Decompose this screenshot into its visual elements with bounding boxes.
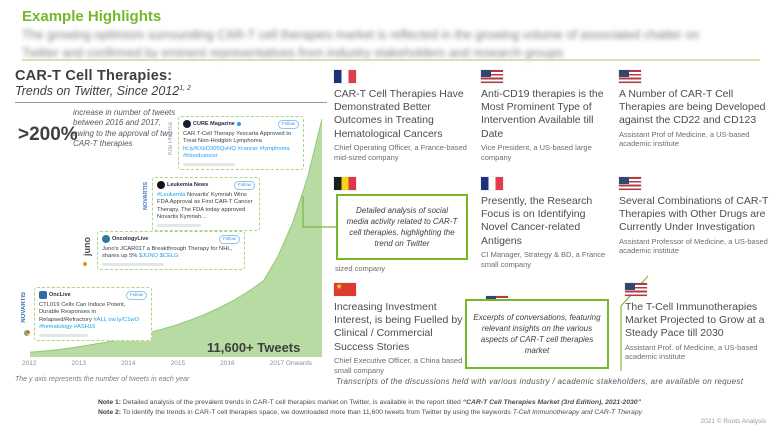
tweet-author: OncLive bbox=[49, 292, 71, 299]
quote-card bbox=[619, 177, 769, 256]
tweet-meta bbox=[183, 163, 235, 166]
tweet-card bbox=[152, 177, 260, 231]
x-axis-label: 2016 bbox=[220, 360, 235, 367]
tweet-card bbox=[34, 287, 152, 341]
tweet-author: Leukemia News bbox=[167, 182, 209, 189]
tweet-header bbox=[157, 181, 255, 190]
transcripts-note: Transcripts of the discussions held with various industry / academic stakeholders, are available on request bbox=[336, 377, 744, 386]
quote-title: The T-Cell Immunotherapies Market Projected to Grow at a Steady Pace till 2030 bbox=[625, 301, 765, 340]
tweet-avatar bbox=[183, 120, 191, 128]
flag-china-icon bbox=[334, 283, 356, 296]
flag-usa-icon bbox=[481, 70, 503, 83]
chart-title: CAR-T Cell Therapies: bbox=[15, 68, 173, 84]
search-keywords: T-Cell Immunotherapy and CAR-T Therapy bbox=[512, 409, 643, 417]
callout-text: Excerpts of conversations, featuring relevant insights on the various aspects of CAR-T cell therapies market bbox=[473, 312, 601, 356]
tweet-hashtag: #Leukemia bbox=[157, 191, 187, 198]
stat-description: increase in number of tweets between 2016 and 2017, owing to the approval of two CAR-T therapies bbox=[73, 108, 176, 149]
tweet-meta bbox=[102, 263, 164, 266]
tweet-header bbox=[39, 291, 147, 300]
follow-button: Follow bbox=[219, 235, 240, 244]
tweet-author: OncologyLive bbox=[112, 236, 149, 243]
quote-card bbox=[619, 70, 767, 149]
x-axis-labels bbox=[22, 360, 312, 367]
quote-title: Increasing Investment Interest, is being Fuelled by Clinical / Commercial Success Stories bbox=[334, 301, 463, 353]
tweet-body-text: Juno's JCAR017 a Breakthrough Therapy for NHL, shares up 5% bbox=[102, 245, 233, 260]
x-axis-label: 2013 bbox=[71, 360, 86, 367]
quote-card bbox=[334, 70, 470, 162]
tweet-text bbox=[183, 131, 299, 161]
footnote-1 bbox=[98, 398, 766, 408]
tweet-text bbox=[157, 192, 255, 222]
quote-attribution: CI Manager, Strategy & BD, a France small company bbox=[481, 249, 606, 269]
tweet-avatar bbox=[157, 181, 165, 189]
quote-title: Anti-CD19 therapies is the Most Prominent Type of Intervention Available till Date bbox=[481, 88, 604, 140]
tweet-avatar bbox=[102, 235, 110, 243]
tweet-header bbox=[183, 120, 299, 129]
chart-subtitle-text: Trends on Twitter, Since 2012 bbox=[15, 84, 180, 98]
intro-paragraph-blurred: The growing optimism surrounding CAR-T cell therapies market is reflected in the growing volume of associated chatter on Twitter and confirmed by eminent representatives from industry stakeholders and research groups bbox=[22, 28, 700, 60]
quote-attribution: Chief Executive Officer, a China based small company bbox=[334, 355, 463, 375]
tweet-links: ht.ly/KXkD305QvHQ #cancer #lymphoma #bloodcancer bbox=[183, 145, 290, 160]
brand-label-novartis: NOVARTIS bbox=[21, 292, 27, 323]
page-title: Example Highlights bbox=[22, 8, 162, 25]
flag-france-icon bbox=[481, 177, 503, 190]
left-panel-divider bbox=[15, 102, 327, 103]
novartis-logo-mark bbox=[24, 330, 30, 336]
quote-card bbox=[625, 283, 773, 362]
flag-usa-icon bbox=[619, 70, 641, 83]
tweet-text bbox=[102, 246, 240, 261]
tweet-meta bbox=[39, 334, 88, 337]
x-axis-label: 2014 bbox=[121, 360, 136, 367]
tweet-body-text: CAR T-Cell Therapy Yescarta Approved to Treat Non-Hodgkin Lymphoma bbox=[183, 130, 292, 145]
quote-attribution: Vice President, a US-based large company bbox=[481, 142, 592, 162]
quote-attribution: Assistant Prof. of Medicine, a US-based academic institute bbox=[625, 342, 758, 362]
stat-value: >200% bbox=[18, 124, 78, 145]
flag-usa-icon bbox=[619, 177, 641, 190]
x-axis-label: 2012 bbox=[22, 360, 37, 367]
callout-text: Detailed analysis of social media activity related to CAR-T cell therapies, highlighting the trend on Twitter bbox=[346, 205, 458, 249]
quote-attribution: Assistant Prof of Medicine, a US-based academic institute bbox=[619, 129, 750, 149]
brand-label-kite-pharma: Kite Pharma bbox=[168, 122, 174, 156]
callout-detailed-analysis bbox=[336, 194, 468, 260]
juno-logo-dot bbox=[83, 262, 87, 266]
tweet-links: $JUNO $CELG bbox=[139, 253, 179, 260]
tweet-card bbox=[178, 116, 304, 170]
tweet-header bbox=[102, 235, 240, 244]
footnote-2 bbox=[98, 408, 766, 418]
tweet-body-text: Novartis' Kymriah Wins FDA Approval as First CAR-T Cancer Therapy. The FDA today approved Novartis Kymriah… bbox=[157, 191, 253, 221]
x-axis-label: 2017 Onwards bbox=[269, 360, 312, 367]
footnote-label: Note 2: bbox=[98, 409, 122, 417]
tweet-author: CURE Magazine bbox=[193, 121, 235, 128]
tweet-links: #ALL ow.ly/C1wO #hematology #ASH15 bbox=[39, 316, 139, 331]
report-title: “CAR-T Cell Therapies Market (3rd Edition), 2021-2030” bbox=[462, 399, 641, 406]
quote-card bbox=[481, 177, 615, 269]
footnotes bbox=[98, 398, 766, 418]
flag-france-icon bbox=[334, 70, 356, 83]
tweet-meta bbox=[157, 224, 201, 227]
tweet-avatar bbox=[39, 291, 47, 299]
flag-usa-icon bbox=[625, 283, 647, 296]
total-tweets-label: 11,600+ Tweets bbox=[207, 340, 301, 355]
footnote-text: To identify the trends in CAR-T cell therapies space, we downloaded more than 11,600 tweets from Twitter by using the keywords bbox=[121, 409, 513, 417]
chart-subtitle bbox=[15, 84, 191, 98]
quote-card bbox=[334, 283, 468, 375]
footnote-text: Detailed analysis of the prevalent trends in CAR-T cell therapies market on Twitter, is available in the report titled bbox=[121, 399, 463, 406]
quote-attribution-partial: sized company bbox=[335, 264, 386, 273]
quote-title: CAR-T Cell Therapies Have Demonstrated Better Outcomes in Treating Hematological Cancers bbox=[334, 88, 464, 140]
tweet-text bbox=[39, 302, 147, 332]
follow-button: Follow bbox=[234, 181, 255, 190]
brand-label-juno: juno bbox=[82, 237, 92, 256]
y-axis-note: The y axis represents the number of tweets in each year bbox=[15, 376, 190, 383]
footnote-label: Note 1: bbox=[98, 399, 122, 406]
copyright-footer: 2021 © Roots Analysis bbox=[700, 418, 766, 425]
quote-card bbox=[481, 70, 615, 162]
flag-belgium-icon bbox=[334, 177, 356, 190]
footnote-marker: 1, 2 bbox=[179, 84, 191, 92]
tweet-body-text: CTL019 Cells Can Induce Potent, Durable Responses in Relapsed/Refractory bbox=[39, 301, 126, 323]
quote-title: Presently, the Research Focus is on Identifying Novel Cancer-related Antigens bbox=[481, 195, 593, 247]
callout-excerpts bbox=[465, 299, 609, 369]
tweet-card bbox=[97, 231, 245, 270]
follow-button: Follow bbox=[126, 291, 147, 300]
follow-button: Follow bbox=[278, 120, 299, 129]
x-axis-label: 2015 bbox=[170, 360, 186, 367]
quote-title: Several Combinations of CAR-T Therapies with Other Drugs are Currently Under Investigation bbox=[619, 195, 769, 234]
quote-title: A Number of CAR-T Cell Therapies are being Developed against the CD22 and CD123 bbox=[619, 88, 766, 127]
quote-attribution: Chief Operating Officer, a France-based mid-sized company bbox=[334, 142, 467, 162]
header-divider bbox=[22, 59, 760, 61]
quote-attribution: Assistant Professor of Medicine, a US-based academic institute bbox=[619, 236, 768, 256]
brand-label-novartis: NOVARTIS bbox=[143, 182, 149, 211]
verified-badge-icon bbox=[237, 122, 241, 126]
